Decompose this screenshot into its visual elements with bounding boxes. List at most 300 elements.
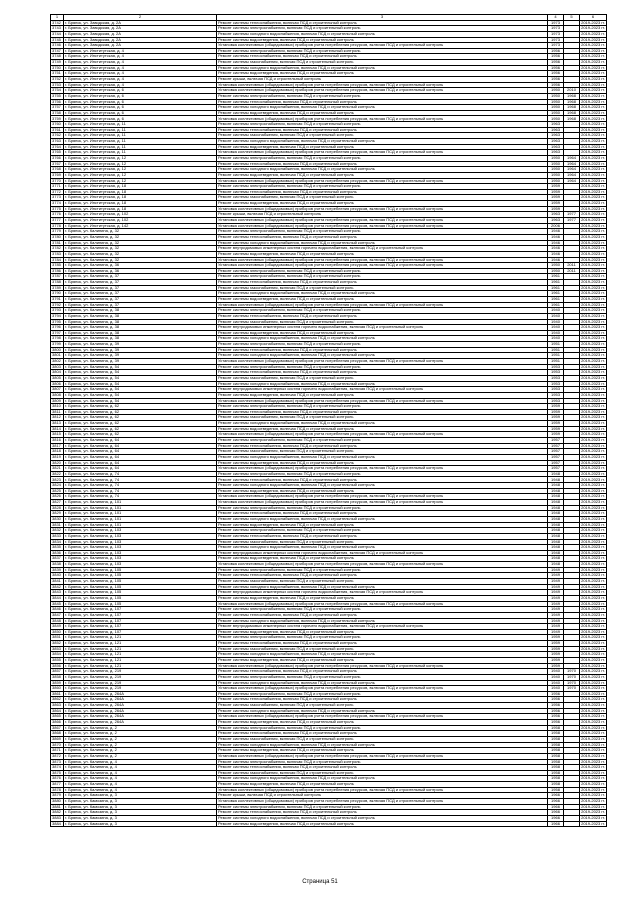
work-type-cell: Ремонт системы теплоснабжения, включая ПСД и строительный контроль xyxy=(217,641,548,647)
period-cell: 2019-2023 гг. xyxy=(581,251,605,256)
period-cell: 2019-2023 гг. xyxy=(581,651,605,657)
renovation-year-cell: 1970 xyxy=(564,674,580,680)
row-number-cell: 3842 xyxy=(51,584,64,590)
period-cell: 2019-2023 гг. xyxy=(581,804,605,809)
row-number-cell: 3840 xyxy=(51,573,64,579)
address-cell: г. Брянск, ул. Калинина, д. 264А xyxy=(64,708,217,714)
build-year-cell: 1953 xyxy=(548,398,564,404)
work-type-cell: Ремонт системы теплоснабжения, включая ПСД и строительный контроль xyxy=(217,443,548,449)
address-cell: г. Брянск, ул. Калинина, д. 103 xyxy=(64,528,217,534)
build-year-cell: 1959 xyxy=(548,635,564,641)
period-cell: 2019-2023 гг. xyxy=(581,330,605,335)
column-number: 3 xyxy=(217,15,548,21)
row-number-cell: 3873 xyxy=(51,759,64,765)
row-number-cell: 3861 xyxy=(51,691,64,697)
work-type-cell: Ремонт системы теплоснабжения, включая ПСД и строительный контроль xyxy=(217,20,548,26)
work-type-cell: Установка коллективных (общедомовых) приборов учета потребления ресурсов, включая ПСД и строительный контроль xyxy=(217,257,548,263)
period-cell: 2019-2023 гг. xyxy=(581,476,605,482)
row-number-cell: 3834 xyxy=(51,539,64,545)
row-number-cell: 3780 xyxy=(51,234,64,240)
build-year-cell: 1958 xyxy=(548,782,564,788)
row-number-cell: 3819 xyxy=(51,454,64,460)
work-type-cell: Ремонт системы водоотведения, включая ПСД и строительный контроль xyxy=(217,782,548,788)
work-type-cell: Ремонт системы теплоснабжения, включая ПСД и строительный контроль xyxy=(217,409,548,415)
address-cell: г. Брянск, ул. Калинина, д. 74 xyxy=(64,471,217,477)
build-year-cell: 1958 xyxy=(548,736,564,742)
row-number-cell: 3791 xyxy=(51,296,64,302)
work-type-cell: Ремонт системы водоотведения, включая ПСД и строительный контроль xyxy=(217,522,548,528)
build-year-cell: 1949 xyxy=(548,629,564,635)
work-type-cell: Ремонт системы теплоснабжения, включая ПСД и строительный контроль xyxy=(217,54,548,60)
work-type-cell: Ремонт системы электроснабжения, включая ПСД и строительный контроль xyxy=(217,342,548,348)
build-year-cell: 1946 xyxy=(548,240,564,246)
work-type-cell: Установка коллективных (общедомовых) приборов учета потребления ресурсов, включая ПСД и строительный контроль xyxy=(217,398,548,404)
period-cell: 2019-2023 гг. xyxy=(581,753,605,758)
address-cell: г. Брянск, ул. Калинина, д. 64 xyxy=(64,449,217,455)
period-cell: 2019-2023 гг. xyxy=(581,144,605,149)
row-number-cell: 3755 xyxy=(51,93,64,99)
work-type-cell: Ремонт системы теплоснабжения, включая ПСД и строительный контроль xyxy=(217,347,548,353)
period-cell: 2019-2023 гг. xyxy=(581,234,605,239)
work-type-cell: Ремонт системы холодного водоснабжения, включая ПСД и строительный контроль xyxy=(217,353,548,359)
row-number-cell: 3767 xyxy=(51,161,64,167)
work-type-cell: Установка коллективных (общедомовых) приборов учета потребления ресурсов, включая ПСД и строительный контроль xyxy=(217,178,548,184)
row-number-cell: 3803 xyxy=(51,364,64,370)
row-number-cell: 3813 xyxy=(51,421,64,427)
work-type-cell: Ремонт системы водоотведения, включая ПСД и строительный контроль xyxy=(217,629,548,635)
address-cell: г. Брянск, ул. Калинина, д. 62 xyxy=(64,409,217,415)
address-cell: г. Брянск, ул. Калинина, д. 36 xyxy=(64,268,217,274)
address-cell: г. Брянск, ул. Калинина, д. 219 xyxy=(64,674,217,680)
period-cell: 2019-2023 гг. xyxy=(581,544,605,550)
row-number-cell: 3844 xyxy=(51,595,64,601)
period-cell: 2019-2023 гг. xyxy=(581,172,605,177)
row-number-cell: 3790 xyxy=(51,291,64,297)
row-number-cell: 3859 xyxy=(51,680,64,686)
period-cell: 2019-2023 гг. xyxy=(581,770,605,775)
work-type-cell: Ремонт внутридомовых инженерных систем горячего водоснабжения, включая ПСД и строительный контроль xyxy=(217,550,548,556)
work-type-cell: Установка коллективных (общедомовых) приборов учета потребления ресурсов, включая ПСД и строительный контроль xyxy=(217,263,548,269)
address-cell: г. Брянск, ул. Заводская, д. 2А xyxy=(64,20,217,26)
row-number-cell: 3818 xyxy=(51,449,64,455)
work-type-cell: Ремонт системы водоотведения, включая ПСД и строительный контроль xyxy=(217,392,548,398)
row-number-cell: 3815 xyxy=(51,432,64,438)
period-cell: 2019-2023 гг. xyxy=(581,764,605,770)
address-cell: г. Брянск, ул. Заводская, д. 2А xyxy=(64,26,217,32)
row-number-cell: 3747 xyxy=(51,48,64,54)
work-type-cell: Ремонт системы электроснабжения, включая ПСД и строительный контроль xyxy=(217,691,548,697)
work-type-cell: Ремонт системы холодного водоснабжения, включая ПСД и строительный контроль xyxy=(217,167,548,173)
work-type-cell: Ремонт системы холодного водоснабжения, включая ПСД и строительный контроль xyxy=(217,336,548,342)
address-cell: г. Брянск, ул. Калинина, д. 105 xyxy=(64,595,217,601)
work-type-cell: Ремонт системы холодного водоснабжения, включая ПСД и строительный контроль xyxy=(217,105,548,111)
address-cell: г. Брянск, ул. Калинина, д. 121 xyxy=(64,635,217,641)
work-type-cell: Ремонт системы электроснабжения, включая ПСД и строительный контроль xyxy=(217,364,548,370)
renovation-year-cell: 1970 xyxy=(564,686,580,692)
build-year-cell: 1958 xyxy=(548,776,564,782)
address-cell: г. Брянск, ул. Институтская, д. 6 xyxy=(64,116,217,122)
renovation-year-cell: 2011 xyxy=(564,268,580,274)
work-type-cell: Ремонт системы электроснабжения, включая ПСД и строительный контроль xyxy=(217,471,548,477)
address-cell: г. Брянск, ул. Калинина, д. 64 xyxy=(64,454,217,460)
row-number-cell: 3807 xyxy=(51,387,64,393)
work-type-cell: Ремонт системы холодного водоснабжения, включая ПСД и строительный контроль xyxy=(217,618,548,624)
renovation-year-cell: 1968 xyxy=(564,99,580,105)
address-cell: г. Брянск, ул. Институтская, д. 6 xyxy=(64,105,217,111)
build-year-cell: 1950 xyxy=(548,172,564,178)
column-number: 1 xyxy=(51,15,64,21)
period-cell: 2019-2023 гг. xyxy=(581,53,605,59)
period-cell: 2019-2023 гг. xyxy=(581,161,605,166)
row-number-cell: 3799 xyxy=(51,342,64,348)
row-number-cell: 3854 xyxy=(51,652,64,658)
period-cell: 2019-2023 гг. xyxy=(581,183,605,189)
address-cell: г. Брянск, ул. Калинина, д. 2 xyxy=(64,736,217,742)
row-number-cell: 3837 xyxy=(51,556,64,562)
address-cell: г. Брянск, ул. Калинина, д. 54 xyxy=(64,370,217,376)
row-number-cell: 3796 xyxy=(51,325,64,331)
build-year-cell: 1959 xyxy=(548,657,564,663)
column-number: 6 xyxy=(580,15,607,21)
row-number-cell: 3808 xyxy=(51,392,64,398)
row-number-cell: 3777 xyxy=(51,218,64,224)
address-cell: г. Брянск, ул. Калинина, д. 219 xyxy=(64,686,217,692)
row-number-cell: 3792 xyxy=(51,302,64,308)
work-type-cell: Ремонт системы электроснабжения, включая ПСД и строительный контроль xyxy=(217,674,548,680)
work-type-cell: Установка коллективных (общедомовых) приборов учета потребления ресурсов, включая ПСД и строительный контроль xyxy=(217,466,548,472)
build-year-cell: 1949 xyxy=(548,624,564,630)
row-number-cell: 3768 xyxy=(51,167,64,173)
period-cell: 2019-2023 гг. xyxy=(581,99,605,104)
build-year-cell: 1946 xyxy=(548,234,564,240)
build-year-cell: 1958 xyxy=(548,725,564,731)
address-cell: г. Брянск, ул. Камозина, д. 3 xyxy=(64,810,217,816)
build-year-cell: 1973 xyxy=(548,31,564,37)
work-type-cell: Ремонт системы холодного водоснабжения, включая ПСД и строительный контроль xyxy=(217,545,548,551)
renovation-year-cell: 1968 xyxy=(564,93,580,99)
build-year-cell: 1973 xyxy=(548,26,564,32)
address-cell: г. Брянск, ул. Институтская, д. 142 xyxy=(64,223,217,229)
row-number-cell: 3817 xyxy=(51,443,64,449)
period-cell: 2019-2023 гг. xyxy=(581,65,605,70)
address-cell: г. Брянск, ул. Калинина, д. 105 xyxy=(64,590,217,596)
address-cell: г. Брянск, ул. Калинина, д. 101 xyxy=(64,516,217,522)
address-cell: г. Брянск, ул. Калинина, д. 64 xyxy=(64,438,217,444)
period-cell: 2019-2023 гг. xyxy=(581,324,605,330)
address-cell: г. Брянск, ул. Калинина, д. 101 xyxy=(64,500,217,506)
period-cell: 2019-2023 гг. xyxy=(581,522,605,527)
row-number-cell: 3856 xyxy=(51,663,64,669)
row-number-cell: 3746 xyxy=(51,43,64,49)
period-cell: 2019-2023 гг. xyxy=(581,725,605,730)
period-cell: 2019-2023 гг. xyxy=(581,257,605,262)
period-cell: 2019-2023 гг. xyxy=(581,460,605,465)
period-cell: 2019-2023 гг. xyxy=(581,296,605,301)
period-cell: 2019-2023 гг. xyxy=(581,561,605,567)
address-cell: г. Брянск, ул. Институтская, д. 6 xyxy=(64,88,217,94)
work-type-cell: Ремонт системы холодного водоснабжения, включая ПСД и строительный контроль xyxy=(217,708,548,714)
build-year-cell: 1959 xyxy=(548,421,564,427)
work-type-cell: Ремонт системы электроснабжения, включая ПСД и строительный контроль xyxy=(217,725,548,731)
row-number-cell: 3770 xyxy=(51,178,64,184)
period-cell: 2019-2023 гг. xyxy=(581,674,605,679)
row-number-cell: 3797 xyxy=(51,330,64,336)
row-number-cell: 3789 xyxy=(51,285,64,291)
address-cell: г. Брянск, ул. Калинина, д. 4 xyxy=(64,782,217,788)
build-year-cell: 1959 xyxy=(548,432,564,438)
address-cell: г. Брянск, ул. Институтская, д. 18 xyxy=(64,184,217,190)
period-cell: 2019-2023 гг. xyxy=(581,629,605,634)
row-number-cell: 3858 xyxy=(51,674,64,680)
address-cell: г. Брянск, ул. Калинина, д. 107 xyxy=(64,629,217,635)
address-cell: г. Брянск, ул. Калинина, д. 64 xyxy=(64,460,217,466)
address-cell: г. Брянск, ул. Калинина, д. 32 xyxy=(64,257,217,263)
row-number-cell: 3763 xyxy=(51,139,64,145)
period-cell: 2019-2023 гг. xyxy=(581,364,605,369)
work-type-cell: Ремонт системы водоотведения, включая ПСД и строительный контроль xyxy=(217,821,548,827)
address-cell: г. Брянск, ул. Камозина, д. 3 xyxy=(64,793,217,799)
address-cell: г. Брянск, ул. Институтская, д. 18 xyxy=(64,195,217,201)
build-year-cell: 1958 xyxy=(548,748,564,754)
period-cell: 2019-2023 гг. xyxy=(581,341,605,347)
work-type-cell: Ремонт системы водоотведения, включая ПСД и строительный контроль xyxy=(217,488,548,494)
row-number-cell: 3831 xyxy=(51,522,64,528)
period-cell: 2019-2023 гг. xyxy=(581,821,605,826)
address-cell: г. Брянск, ул. Камозина, д. 3 xyxy=(64,799,217,805)
row-number-cell: 3793 xyxy=(51,308,64,314)
build-year-cell: 1948 xyxy=(548,500,564,506)
work-type-cell: Установка коллективных (общедомовых) приборов учета потребления ресурсов, включая ПСД и строительный контроль xyxy=(217,223,548,229)
address-cell: г. Брянск, ул. Институтская, д. 4 xyxy=(64,82,217,88)
period-cell: 2019-2023 гг. xyxy=(581,352,605,358)
row-number-cell: 3830 xyxy=(51,516,64,522)
address-cell: г. Брянск, ул. Институтская, д. 6 xyxy=(64,110,217,116)
row-number-cell: 3798 xyxy=(51,336,64,342)
row-number-cell: 3759 xyxy=(51,116,64,122)
row-number-cell: 3794 xyxy=(51,313,64,319)
work-type-cell: Ремонт системы теплоснабжения, включая ПСД и строительный контроль xyxy=(217,127,548,133)
work-type-cell: Ремонт системы газоснабжения, включая ПСД и строительный контроль xyxy=(217,770,548,776)
build-year-cell: 1948 xyxy=(548,522,564,528)
build-year-cell: 1959 xyxy=(548,206,564,212)
work-type-cell: Ремонт системы электроснабжения, включая ПСД и строительный контроль xyxy=(217,184,548,190)
build-year-cell: 1956 xyxy=(548,703,564,709)
work-type-cell: Ремонт системы водоотведения, включая ПСД и строительный контроль xyxy=(217,110,548,116)
build-year-cell: 1950 xyxy=(548,161,564,167)
row-number-cell: 3882 xyxy=(51,810,64,816)
period-cell: 2019-2023 гг. xyxy=(581,194,605,200)
row-number-cell: 3806 xyxy=(51,381,64,387)
period-cell: 2019-2023 гг. xyxy=(581,392,605,397)
work-type-cell: Ремонт системы холодного водоснабжения, включая ПСД и строительный контроль xyxy=(217,421,548,427)
address-cell: г. Брянск, ул. Институтская, д. 12 xyxy=(64,178,217,184)
address-cell: г. Брянск, ул. Калинина, д. 103 xyxy=(64,550,217,556)
build-year-cell: 1948 xyxy=(548,539,564,545)
work-type-cell: Ремонт системы газоснабжения, включая ПСД и строительный контроль xyxy=(217,195,548,201)
build-year-cell: 1963 xyxy=(548,133,564,139)
address-cell: г. Брянск, ул. Институтская, д. 4 xyxy=(64,48,217,54)
work-type-cell: Ремонт системы электроснабжения, включая ПСД и строительный контроль xyxy=(217,635,548,641)
address-cell: г. Брянск, ул. Институтская, д. 18 xyxy=(64,201,217,207)
period-cell: 2019-2023 гг. xyxy=(581,437,605,443)
period-cell: 2019-2023 гг. xyxy=(581,104,605,110)
build-year-cell: 1961 xyxy=(548,280,564,286)
period-cell: 2019-2023 гг. xyxy=(581,668,605,674)
address-cell: г. Брянск, ул. Калинина, д. 4 xyxy=(64,765,217,771)
row-number-cell: 3766 xyxy=(51,155,64,161)
address-cell: г. Брянск, ул. Калинина, д. 54 xyxy=(64,381,217,387)
repair-register-table xyxy=(50,14,607,827)
work-type-cell: Ремонт системы холодного водоснабжения, включая ПСД и строительный контроль xyxy=(217,516,548,522)
row-number-cell: 3870 xyxy=(51,742,64,748)
address-cell: г. Брянск, ул. Калинина, д. 107 xyxy=(64,618,217,624)
work-type-cell: Ремонт системы теплоснабжения, включая ПСД и строительный контроль xyxy=(217,161,548,167)
address-cell: г. Брянск, ул. Калинина, д. 105 xyxy=(64,579,217,585)
address-cell: г. Брянск, ул. Калинина, д. 264А xyxy=(64,691,217,697)
address-cell: г. Брянск, ул. Институтская, д. 102 xyxy=(64,218,217,224)
build-year-cell: 1956 xyxy=(548,54,564,60)
row-number-cell: 3829 xyxy=(51,511,64,517)
row-number-cell: 3811 xyxy=(51,409,64,415)
build-year-cell: 1953 xyxy=(548,381,564,387)
build-year-cell: 1953 xyxy=(548,392,564,398)
work-type-cell: Ремонт системы холодного водоснабжения, включая ПСД и строительный контроль xyxy=(217,31,548,37)
row-number-cell: 3820 xyxy=(51,460,64,466)
row-number-cell: 3877 xyxy=(51,782,64,788)
work-type-cell: Ремонт системы теплоснабжения, включая ПСД и строительный контроль xyxy=(217,370,548,376)
build-year-cell: 1966 xyxy=(548,799,564,805)
row-number-cell: 3781 xyxy=(51,240,64,246)
address-cell: г. Брянск, ул. Калинина, д. 64 xyxy=(64,443,217,449)
work-type-cell: Установка коллективных (общедомовых) приборов учета потребления ресурсов, включая ПСД и строительный контроль xyxy=(217,302,548,308)
build-year-cell: 1950 xyxy=(548,155,564,161)
address-cell: г. Брянск, ул. Калинина, д. 105 xyxy=(64,584,217,590)
address-cell: г. Брянск, ул. Калинина, д. 2 xyxy=(64,731,217,737)
build-year-cell: 1949 xyxy=(548,612,564,618)
period-cell: 2019-2023 гг. xyxy=(581,685,605,691)
address-cell: г. Брянск, ул. Институтская, д. 18 xyxy=(64,189,217,195)
build-year-cell: 1963 xyxy=(548,150,564,156)
period-cell: 2019-2023 гг. xyxy=(581,567,605,572)
work-type-cell: Ремонт системы теплоснабжения, включая ПСД и строительный контроль xyxy=(217,533,548,539)
build-year-cell: 1956 xyxy=(548,48,564,54)
period-cell: 2019-2023 гг. xyxy=(581,539,605,544)
period-cell: 2019-2023 гг. xyxy=(581,37,605,42)
build-year-cell: 1957 xyxy=(548,443,564,449)
period-cell: 2019-2023 гг. xyxy=(581,680,605,685)
address-cell: г. Брянск, ул. Калинина, д. 74 xyxy=(64,477,217,483)
build-year-cell: 1946 xyxy=(548,229,564,235)
row-number-cell: 3849 xyxy=(51,624,64,630)
work-type-cell: Установка коллективных (общедомовых) приборов учета потребления ресурсов, включая ПСД и строительный контроль xyxy=(217,753,548,759)
row-number-cell: 3786 xyxy=(51,268,64,274)
row-number-cell: 3776 xyxy=(51,212,64,218)
row-number-cell: 3838 xyxy=(51,562,64,568)
build-year-cell: 1959 xyxy=(548,409,564,415)
build-year-cell: 1959 xyxy=(548,415,564,421)
build-year-cell: 1950 xyxy=(548,88,564,94)
work-type-cell: Ремонт системы теплоснабжения, включая ПСД и строительный контроль xyxy=(217,731,548,737)
row-number-cell: 3812 xyxy=(51,415,64,421)
address-cell: г. Брянск, ул. Калинина, д. 107 xyxy=(64,612,217,618)
work-type-cell: Установка коллективных (общедомовых) приборов учета потребления ресурсов, включая ПСД и строительный контроль xyxy=(217,799,548,805)
build-year-cell: 1959 xyxy=(548,201,564,207)
row-number-cell: 3822 xyxy=(51,471,64,477)
build-year-cell: 1956 xyxy=(548,82,564,88)
period-cell: 2019-2023 гг. xyxy=(581,663,605,668)
period-cell: 2019-2023 гг. xyxy=(581,302,605,307)
work-type-cell: Ремонт системы водоотведения, включая ПСД и строительный контроль xyxy=(217,37,548,43)
work-type-cell: Установка коллективных (общедомовых) приборов учета потребления ресурсов, включая ПСД и строительный контроль xyxy=(217,494,548,500)
address-cell: г. Брянск, ул. Институтская, д. 12 xyxy=(64,167,217,173)
address-cell: г. Брянск, ул. Калинина, д. 64 xyxy=(64,466,217,472)
address-cell: г. Брянск, ул. Калинина, д. 4 xyxy=(64,787,217,793)
period-cell: 2019-2023 гг. xyxy=(581,815,605,820)
row-number-cell: 3752 xyxy=(51,77,64,83)
row-number-cell: 3769 xyxy=(51,172,64,178)
build-year-cell: 1948 xyxy=(548,528,564,534)
row-number-cell: 3878 xyxy=(51,787,64,793)
row-number-cell: 3753 xyxy=(51,82,64,88)
period-cell: 2019-2023 гг. xyxy=(581,657,605,662)
row-number-cell: 3816 xyxy=(51,438,64,444)
build-year-cell: 1956 xyxy=(548,714,564,720)
address-cell: г. Брянск, ул. Калинина, д. 37 xyxy=(64,302,217,308)
build-year-cell: 1950 xyxy=(548,116,564,122)
row-number-cell: 3804 xyxy=(51,370,64,376)
row-number-cell: 3824 xyxy=(51,483,64,489)
period-cell: 2019-2023 гг. xyxy=(581,595,605,600)
row-number-cell: 3788 xyxy=(51,280,64,286)
address-cell: г. Брянск, ул. Калинина, д. 264А xyxy=(64,720,217,726)
period-cell: 2019-2023 гг. xyxy=(581,809,605,815)
period-cell: 2019-2023 гг. xyxy=(581,787,605,792)
build-year-cell: 1953 xyxy=(548,375,564,381)
address-cell: г. Брянск, ул. Калинина, д. 103 xyxy=(64,556,217,562)
period-cell: 2019-2023 гг. xyxy=(581,747,605,753)
renovation-year-cell: 1964 xyxy=(564,178,580,184)
work-type-cell: Ремонт системы газоснабжения, включая ПСД и строительный контроль xyxy=(217,539,548,545)
row-number-cell: 3884 xyxy=(51,821,64,827)
address-cell: г. Брянск, ул. Калинина, д. 62 xyxy=(64,426,217,432)
row-number-cell: 3778 xyxy=(51,223,64,229)
period-cell: 2019-2023 гг. xyxy=(581,612,605,617)
address-cell: г. Брянск, ул. Калинина, д. 38 xyxy=(64,325,217,331)
renovation-year-cell: 1964 xyxy=(564,172,580,178)
build-year-cell: 1966 xyxy=(548,810,564,816)
build-year-cell: 1963 xyxy=(548,127,564,133)
work-type-cell: Установка коллективных (общедомовых) приборов учета потребления ресурсов, включая ПСД и строительный контроль xyxy=(217,150,548,156)
row-number-cell: 3862 xyxy=(51,697,64,703)
period-cell: 2019-2023 гг. xyxy=(581,166,605,172)
build-year-cell: 1940 xyxy=(548,680,564,686)
period-cell: 2019-2023 гг. xyxy=(581,702,605,708)
period-cell: 2019-2023 гг. xyxy=(581,601,605,606)
period-cell: 2019-2023 гг. xyxy=(581,335,605,341)
period-cell: 2019-2023 гг. xyxy=(581,189,605,194)
row-number-cell: 3774 xyxy=(51,201,64,207)
address-cell: г. Брянск, ул. Калинина, д. 38 xyxy=(64,313,217,319)
period-cell: 2019-2023 гг. xyxy=(581,138,605,144)
row-number-cell: 3833 xyxy=(51,533,64,539)
period-cell: 2019-2023 гг. xyxy=(581,87,605,93)
row-number-cell: 3867 xyxy=(51,725,64,731)
period-cell: 2019-2023 гг. xyxy=(581,792,605,798)
row-number-cell: 3764 xyxy=(51,144,64,150)
build-year-cell: 1951 xyxy=(548,342,564,348)
build-year-cell: 1963 xyxy=(548,218,564,224)
period-cell: 2019-2023 гг. xyxy=(581,510,605,516)
